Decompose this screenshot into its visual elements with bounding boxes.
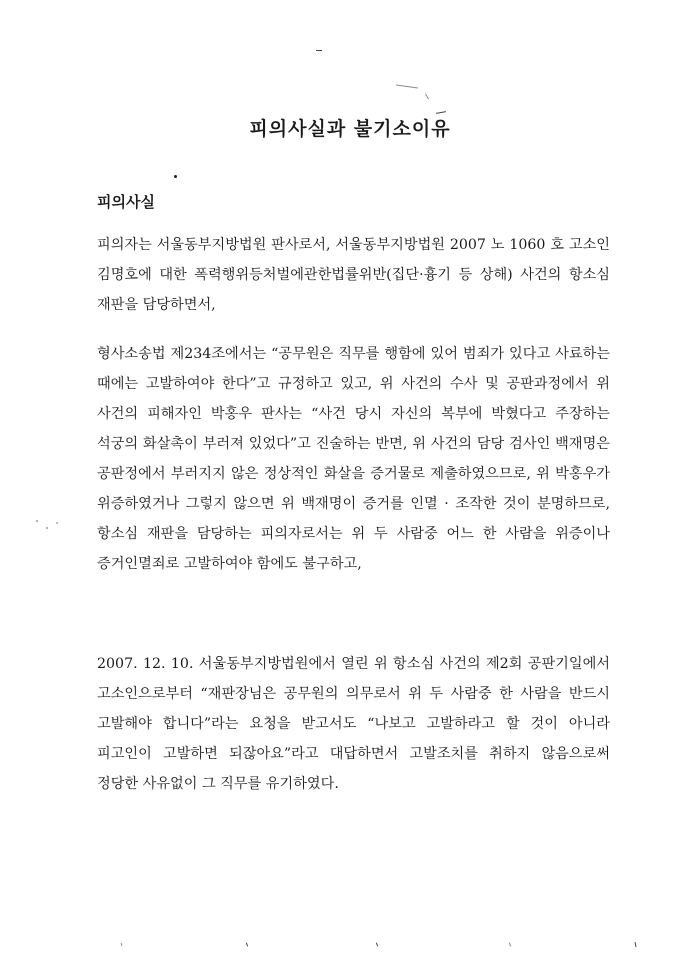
- scan-mark: [509, 942, 511, 946]
- scan-mark: [316, 50, 322, 51]
- scan-speck: [46, 527, 48, 529]
- paragraph: 형사소송법 제234조에서는 “공무원은 직무를 행함에 있어 범죄가 있다고 사료하는 때에는 고발하여야 한다”고 규정하고 있고, 위 사건의 수사 및 공판과정에서 위 사건의 피해자인 박홍우 판사는 “사건 당시 자신의 복부에 박혔다고 주장하는 석궁의 화살촉이 부러져 있었다”고 진술하는 반면, 위 사건의 담당 검사인 백재명은 공판정에서 부러지지 않은 정상적인 화살을 증거물로 제출하였으므로, 위 박홍우가 위증하였거나 그렇지 않으면 위 백재명이 증거를 인멸 · 조작한 것이 분명하므로, 항소심 재판을 담당하는 피의자로서는 위 두 사람중 어느 한 사람을 위증이나 증거인멸죄로 고발하여야 함에도 불구하고,: [97, 346, 610, 572]
- scan-mark: [635, 942, 637, 947]
- scan-mark: [425, 94, 429, 100]
- section-heading: 피의사실: [97, 193, 155, 211]
- paragraph: 2007. 12. 10. 서울동부지방법원에서 열린 위 항소심 사건의 제2회 공판기일에서 고소인으로부터 “재판장님은 공무원의 의무로서 위 두 사람중 한 사람을 반드시 고발해야 합니다”라는 요청을 받고서도 “나보고 고발하라고 할 것이 아니라 피고인이 고발하면 되잖아요”라고 대답하면서 고발조치를 취하지 않음으로써 정당한 사유없이 그 직무를 유기하였다.: [97, 656, 610, 792]
- scan-mark: [396, 84, 418, 88]
- scan-mark: [246, 942, 248, 946]
- page-title: 피의사실과 불기소이유: [249, 118, 451, 140]
- scan-speck: [56, 522, 58, 524]
- paragraph: 피의자는 서울동부지방법원 판사로서, 서울동부지방법원 2007 노 1060 호 고소인 김명호에 대한 폭력행위등처벌에관한법률위반(집단·흉기 등 상해) 사건의 항소심 재판을 담당하면서,: [97, 237, 610, 313]
- scan-speck: [174, 175, 177, 178]
- scan-mark: [121, 943, 123, 946]
- scan-mark: [376, 942, 378, 946]
- scan-speck: [36, 520, 38, 522]
